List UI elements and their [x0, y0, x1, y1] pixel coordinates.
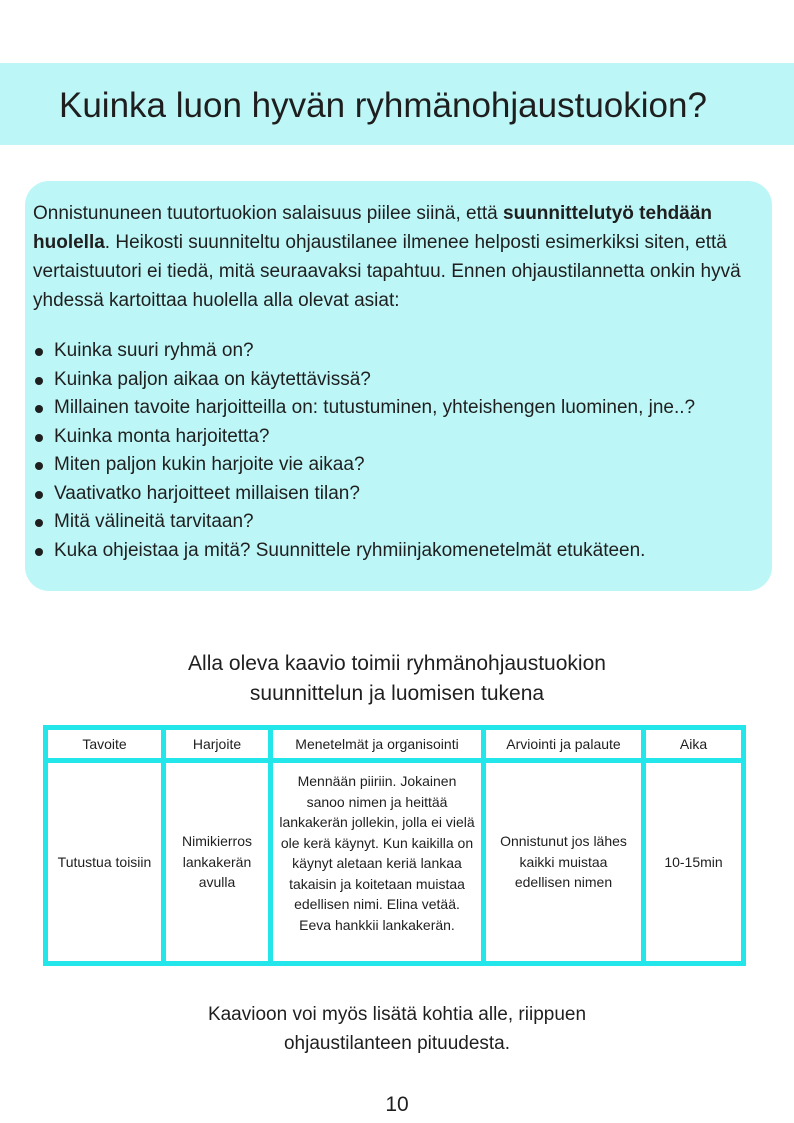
checklist-item-text: Millainen tavoite harjoitteilla on: tutustuminen, yhteishengen luominen, jne..?	[54, 397, 696, 418]
header-exercise: Harjoite	[164, 728, 271, 761]
header-methods: Menetelmät ja organisointi	[271, 728, 484, 761]
checklist-item	[33, 508, 764, 537]
header-goal: Tavoite	[46, 728, 164, 761]
cell-time: 10-15min	[644, 761, 744, 964]
checklist-item	[33, 451, 764, 480]
checklist-item	[33, 480, 764, 509]
intro-box	[25, 181, 772, 591]
cell-evaluation: Onnistunut jos lähes kaikki muistaa edellisen nimen	[484, 761, 644, 964]
table-intro-caption	[0, 649, 794, 709]
intro-text-end: . Heikosti suunniteltu ohjaustilanee ilmenee helposti esimerkiksi siten, että vertaistuutori ei tiedä, mitä seuraavaksi tapahtuu. Ennen ohjaustilannetta onkin hyvä yhdessä kartoittaa huolella alla olevat asiat:	[33, 232, 741, 311]
intro-bold-text: suunnittelutyö tehdään huolella	[33, 203, 713, 253]
caption-line: ohjaustilanteen pituudesta.	[283, 1033, 511, 1054]
caption-line: suunnittelun ja luomisen tukena	[249, 682, 545, 705]
header-evaluation: Arviointi ja palaute	[484, 728, 644, 761]
checklist-item-text: Kuinka suuri ryhmä on?	[54, 340, 254, 361]
bullet-icon	[35, 405, 43, 413]
table-footer-caption	[0, 1000, 794, 1058]
intro-paragraph	[33, 199, 764, 315]
bullet-icon	[35, 377, 43, 385]
caption-line: Alla oleva kaavio toimii ryhmänohjaustuokion	[188, 652, 606, 675]
checklist-item	[33, 423, 764, 452]
bullet-icon	[35, 348, 43, 356]
cell-exercise: Nimikierros lankakerän avulla	[164, 761, 271, 964]
bullet-icon	[35, 548, 43, 556]
checklist	[33, 337, 764, 565]
cell-methods: Mennään piiriin. Jokainen sanoo nimen ja heittää lankakerän jollekin, jolla ei vielä ole kerä käynyt. Kun kaikilla on käynyt aletaan keriä lankaa takaisin ja koitetaan muistaa edellisen nimi. Elina vetää. Eeva hankkii lankakerän.	[271, 761, 484, 964]
cell-goal: Tutustua toisiin	[46, 761, 164, 964]
bullet-icon	[35, 519, 43, 527]
table-header-row	[46, 728, 744, 761]
checklist-item-text: Miten paljon kukin harjoite vie aikaa?	[54, 454, 365, 475]
page-title: Kuinka luon hyvän ryhmänohjaustuokion?	[59, 86, 707, 125]
header-time: Aika	[644, 728, 744, 761]
planning-table	[43, 725, 746, 966]
caption-line: Kaavioon voi myös lisätä kohtia alle, riippuen	[207, 1004, 587, 1025]
table-row	[46, 761, 744, 964]
bullet-icon	[35, 434, 43, 442]
checklist-item-text: Kuinka paljon aikaa on käytettävissä?	[54, 368, 371, 390]
checklist-item-text: Kuka ohjeistaa ja mitä? Suunnittele ryhmiinjakomenetelmät etukäteen.	[54, 539, 646, 561]
bullet-icon	[35, 491, 43, 499]
checklist-item	[33, 394, 764, 423]
checklist-item-text: Mitä välineitä tarvitaan?	[54, 511, 254, 532]
page-number: 10	[385, 1093, 409, 1116]
checklist-item	[33, 366, 764, 395]
checklist-item	[33, 337, 764, 366]
bullet-icon	[35, 462, 43, 470]
checklist-item	[33, 537, 764, 566]
intro-text-start: Onnistununeen tuutortuokion salaisuus piilee siinä, että	[33, 203, 504, 224]
checklist-item-text: Vaativatko harjoitteet millaisen tilan?	[54, 482, 360, 504]
checklist-item-text: Kuinka monta harjoitetta?	[54, 425, 270, 447]
